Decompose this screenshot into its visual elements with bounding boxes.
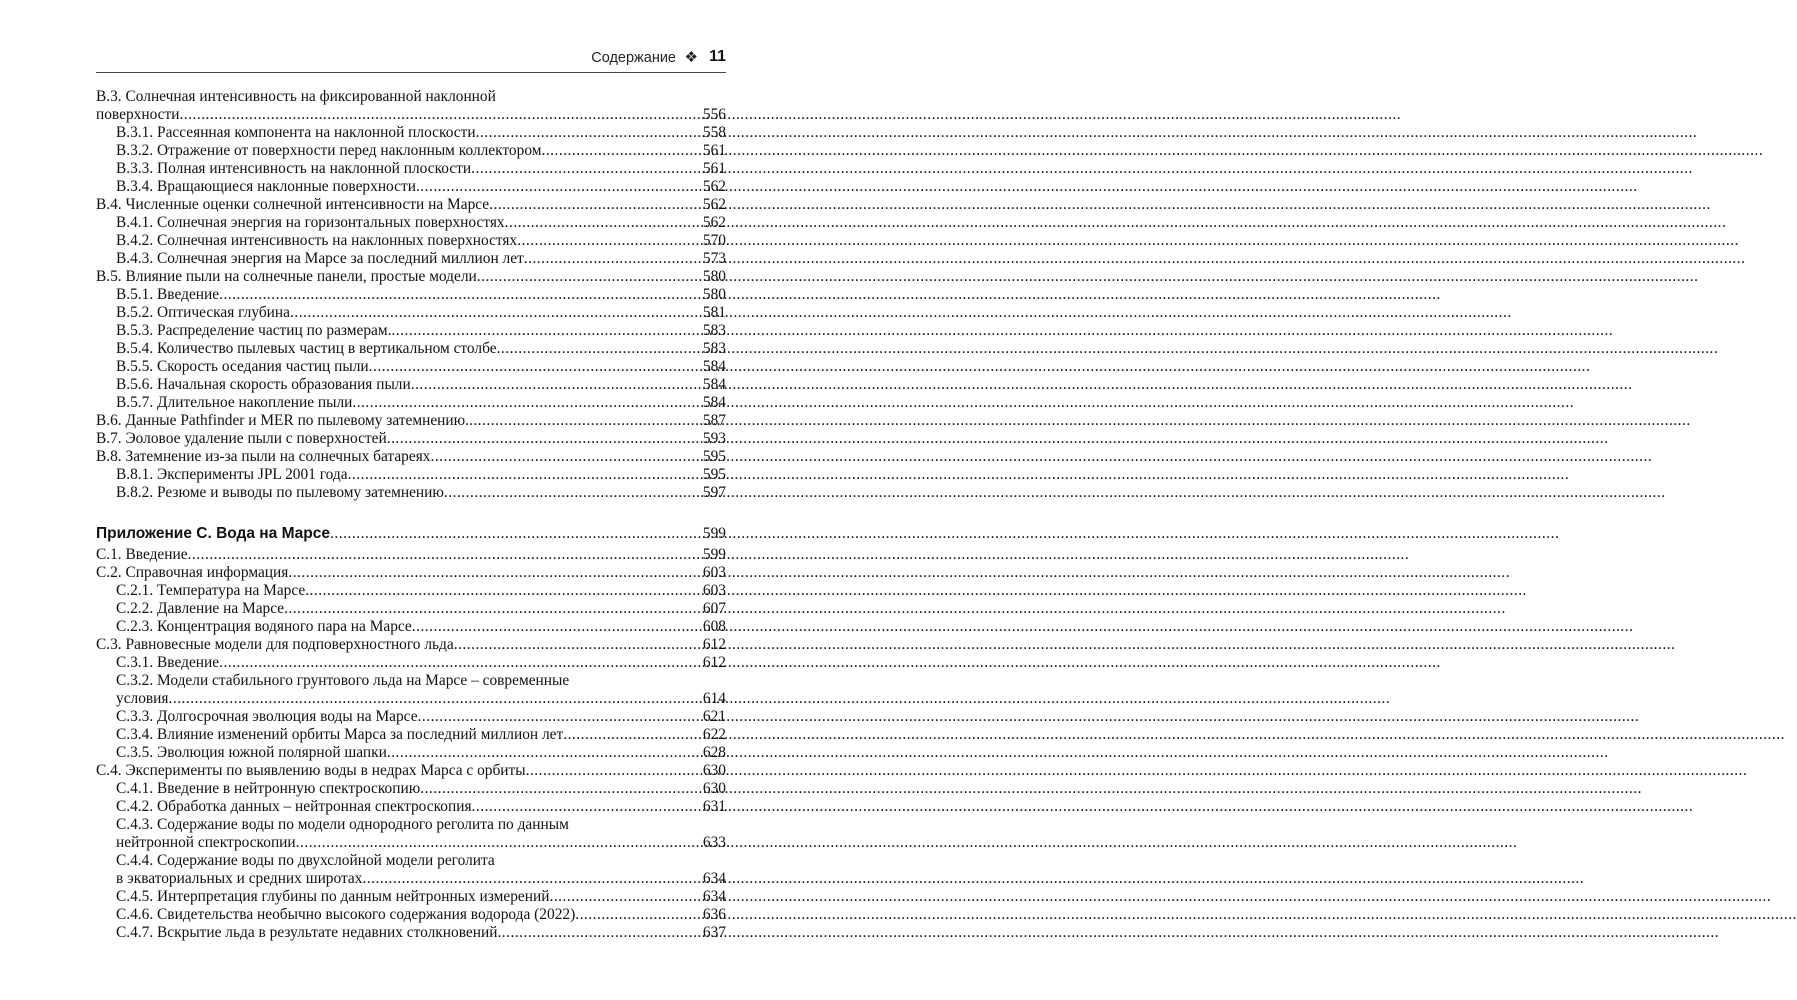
dot-leader	[369, 358, 702, 376]
toc-page-number: 595	[702, 448, 726, 465]
toc-entry-title: B.5.6. Начальная скорость образования пыли	[116, 376, 411, 393]
toc-entry-title: С.4.1. Введение в нейтронную спектроскопию	[116, 780, 421, 797]
toc-entry[interactable]	[96, 708, 726, 726]
toc-entry[interactable]	[96, 268, 726, 286]
toc-entry-title: С.3.1. Введение	[116, 654, 220, 671]
dot-leader	[411, 376, 702, 394]
toc-page-number: 583	[702, 340, 726, 357]
toc-entry[interactable]	[96, 906, 726, 924]
dot-leader	[391, 322, 701, 340]
toc-entry[interactable]	[96, 762, 726, 780]
dot-leader	[412, 618, 702, 636]
toc-page-number: 634	[702, 870, 726, 887]
toc-page-number: 580	[702, 286, 726, 303]
toc-entry-title: B.4. Численные оценки солнечной интенсивности на Марсе	[96, 196, 490, 213]
toc-entry[interactable]	[96, 322, 726, 340]
toc-entry-title: С.2.1. Температура на Марсе	[116, 582, 306, 599]
toc-entry[interactable]	[96, 394, 726, 412]
toc-entry-title: С.4.3. Содержание воды по модели однородного реголита по данным	[116, 816, 569, 833]
toc-entry[interactable]	[96, 834, 726, 852]
toc-entry[interactable]	[96, 618, 726, 636]
toc-page-number: 556	[702, 106, 726, 123]
toc-entry-title: B.5.1. Введение	[116, 286, 220, 303]
toc-entry[interactable]	[96, 304, 726, 322]
toc-page-number: 607	[702, 600, 726, 617]
toc-page-number: 562	[702, 196, 726, 213]
toc-page-number: 634	[702, 888, 726, 905]
toc-entry-title: С.4.6. Свидетельства необычно высокого содержания водорода (2022)	[116, 906, 576, 923]
dot-leader	[476, 124, 702, 142]
toc-entry-title: С.2.2. Давление на Марсе	[116, 600, 285, 617]
toc-page-number: 599	[702, 546, 726, 563]
toc-entry-title: С.2. Справочная информация	[96, 564, 289, 581]
table-of-contents	[96, 88, 726, 942]
toc-entry[interactable]	[96, 214, 726, 232]
dot-leader	[563, 726, 702, 744]
toc-entry-title: B.8.1. Эксперименты JPL 2001 года	[116, 466, 348, 483]
toc-page-number: 584	[702, 394, 726, 411]
toc-entry[interactable]	[96, 582, 726, 600]
toc-entry[interactable]	[96, 546, 726, 564]
dot-leader	[430, 448, 701, 466]
toc-entry-title: поверхности	[96, 106, 180, 123]
toc-entry-title: С.3. Равновесные модели для подповерхностного льда	[96, 636, 454, 653]
toc-entry-title: С.3.2. Модели стабильного грунтового льда на Марсе – современные	[116, 672, 570, 689]
toc-entry-title: B.5.3. Распределение частиц по размерам.	[116, 322, 392, 339]
toc-entry-title: B.4.3. Солнечная энергия на Марсе за последний миллион лет	[116, 250, 524, 267]
toc-entry[interactable]	[96, 142, 726, 160]
header-rule	[96, 72, 726, 73]
toc-page-number: 584	[702, 358, 726, 375]
toc-entry[interactable]	[96, 484, 726, 502]
toc-entry-title: B.3.1. Рассеянная компонента на наклонной плоскости	[116, 124, 476, 141]
header-page-number: 11	[709, 48, 726, 65]
toc-entry[interactable]	[96, 376, 726, 394]
toc-entry[interactable]	[96, 888, 726, 906]
toc-entry-title: С.1. Введение	[96, 546, 188, 563]
toc-page-number: 562	[702, 178, 726, 195]
toc-entry[interactable]	[96, 654, 726, 672]
dot-leader	[330, 522, 702, 546]
toc-entry-title: B.4.1. Солнечная энергия на горизонтальных поверхностях	[116, 214, 505, 231]
toc-page-number: 561	[702, 142, 726, 159]
toc-entry-title: С.4.2. Обработка данных – нейтронная спектроскопия	[116, 798, 472, 815]
toc-entry-title: B.4.2. Солнечная интенсивность на наклонных поверхностях	[116, 232, 518, 249]
dot-leader	[416, 178, 702, 196]
dot-leader	[444, 484, 702, 502]
toc-entry[interactable]	[96, 636, 726, 654]
toc-entry-title: в экваториальных и средних широтах	[116, 870, 363, 887]
toc-entry-title: B.5.7. Длительное накопление пыли	[116, 394, 353, 411]
dot-leader	[362, 870, 701, 888]
dot-leader	[188, 546, 702, 564]
dot-leader	[387, 430, 702, 448]
dot-leader	[489, 196, 702, 214]
toc-entry-title: С.4.7. Вскрытие льда в результате недавних столкновений	[116, 924, 498, 941]
dot-leader	[469, 412, 702, 430]
toc-page-number: 558	[702, 124, 726, 141]
dot-leader	[471, 160, 702, 178]
toc-entry[interactable]	[96, 358, 726, 376]
toc-entry-title: B.6. Данные Pathfinder и MER по пылевому затемнению.	[96, 412, 469, 429]
toc-entry[interactable]	[96, 340, 726, 358]
toc-page-number: 561	[702, 160, 726, 177]
toc-page-number: 570	[702, 232, 726, 249]
toc-page-number: 599	[702, 525, 726, 542]
dot-leader	[290, 304, 702, 322]
header-ornament-icon: ❖	[684, 48, 698, 66]
dot-leader	[541, 142, 701, 160]
toc-page-number: 621	[702, 708, 726, 725]
toc-page-number: 597	[702, 484, 726, 501]
toc-page-number: 628	[702, 744, 726, 761]
toc-entry-title: B.8. Затемнение из-за пыли на солнечных батареях	[96, 448, 431, 465]
dot-leader	[477, 268, 702, 286]
toc-page-number: 580	[702, 268, 726, 285]
toc-entry[interactable]	[96, 780, 726, 798]
toc-page-number: 630	[702, 780, 726, 797]
toc-entry[interactable]	[96, 690, 726, 708]
toc-entry[interactable]	[96, 250, 726, 268]
dot-leader	[549, 888, 701, 906]
toc-page-number: 562	[702, 214, 726, 231]
toc-page-number: 630	[702, 762, 726, 779]
toc-entry[interactable]	[96, 286, 726, 304]
toc-entry-title: С.3.3. Долгосрочная эволюция воды на Марсе	[116, 708, 418, 725]
toc-entry-title: B.3.4. Вращающиеся наклонные поверхности	[116, 178, 416, 195]
toc-entry-title: Приложение С. Вода на Марсе	[96, 525, 331, 542]
toc-page-number: 631	[702, 798, 726, 815]
dot-leader	[517, 232, 702, 250]
header-section-title: Содержание	[591, 50, 676, 66]
toc-page-number: 573	[702, 250, 726, 267]
toc-entry[interactable]	[96, 412, 726, 430]
toc-entry[interactable]	[96, 870, 726, 888]
dot-leader	[305, 582, 702, 600]
toc-entry-title: С.3.4. Влияние изменений орбиты Марса за последний миллион лет	[116, 726, 564, 743]
toc-entry[interactable]	[96, 744, 726, 762]
toc-entry[interactable]	[96, 564, 726, 582]
toc-entry-title: С.4.5. Интерпретация глубины по данным нейтронных измерений	[116, 888, 550, 905]
toc-entry-title: B.3.3. Полная интенсивность на наклонной плоскости	[116, 160, 472, 177]
toc-page-number: 584	[702, 376, 726, 393]
toc-entry[interactable]	[96, 726, 726, 744]
dot-leader	[348, 466, 702, 484]
dot-leader	[575, 906, 702, 924]
dot-leader	[288, 564, 702, 582]
toc-page-number: 612	[702, 636, 726, 653]
toc-page-number: 583	[702, 322, 726, 339]
toc-page-number: 603	[702, 564, 726, 581]
toc-entry-title: B.8.2. Резюме и выводы по пылевому затемнению	[116, 484, 444, 501]
toc-page-number: 608	[702, 618, 726, 635]
dot-leader	[219, 654, 702, 672]
toc-entry-title: B.3. Солнечная интенсивность на фиксированной наклонной	[96, 88, 496, 105]
dot-leader	[497, 924, 701, 942]
book-page	[0, 0, 800, 1000]
toc-page-number: 633	[702, 834, 726, 851]
toc-entry[interactable]	[96, 798, 726, 816]
toc-entry[interactable]	[96, 448, 726, 466]
toc-entry-title: С.4. Эксперименты по выявлению воды в недрах Марса с орбиты	[96, 762, 526, 779]
dot-leader	[179, 106, 701, 124]
dot-leader	[296, 834, 702, 852]
dot-leader	[472, 798, 702, 816]
toc-page-number: 622	[702, 726, 726, 743]
toc-entry[interactable]	[96, 196, 726, 214]
toc-page-number: 612	[702, 654, 726, 671]
dot-leader	[418, 708, 702, 726]
dot-leader	[387, 744, 702, 762]
toc-entry-title: B.5.4. Количество пылевых частиц в вертикальном столбе	[116, 340, 497, 357]
running-header	[96, 48, 726, 70]
toc-entry[interactable]	[96, 160, 726, 178]
toc-entry[interactable]	[96, 466, 726, 484]
toc-entry[interactable]	[96, 106, 726, 124]
dot-leader	[454, 636, 702, 654]
toc-entry[interactable]	[96, 124, 726, 142]
toc-entry-title: нейтронной спектроскопии	[116, 834, 296, 851]
dot-leader	[524, 250, 702, 268]
toc-entry[interactable]	[96, 600, 726, 618]
toc-entry-title: B.5.2. Оптическая глубина	[116, 304, 290, 321]
toc-entry-title: B.5. Влияние пыли на солнечные панели, простые модели	[96, 268, 477, 285]
section-spacer	[96, 502, 726, 522]
dot-leader	[219, 286, 702, 304]
dot-leader	[420, 780, 702, 798]
toc-page-number: 593	[702, 430, 726, 447]
toc-entry-title: условия	[116, 690, 169, 707]
dot-leader	[284, 600, 702, 618]
dot-leader	[526, 762, 702, 780]
toc-page-number: 595	[702, 466, 726, 483]
dot-leader	[497, 340, 702, 358]
toc-entry[interactable]	[96, 924, 726, 942]
toc-entry-title: B.3.2. Отражение от поверхности перед наклонным коллектором	[116, 142, 542, 159]
dot-leader	[505, 214, 702, 232]
dot-leader	[352, 394, 702, 412]
toc-appendix-heading[interactable]	[96, 522, 726, 546]
toc-entry-title: С.2.3. Концентрация водяного пара на Марсе	[116, 618, 412, 635]
toc-entry[interactable]	[96, 178, 726, 196]
toc-entry-title: B.7. Эоловое удаление пыли с поверхностей	[96, 430, 387, 447]
toc-entry-title: С.3.5. Эволюция южной полярной шапки	[116, 744, 387, 761]
toc-entry[interactable]	[96, 430, 726, 448]
toc-page-number: 636	[702, 906, 726, 923]
toc-page-number: 614	[702, 690, 726, 707]
toc-page-number: 637	[702, 924, 726, 941]
toc-entry[interactable]	[96, 232, 726, 250]
toc-page-number: 581	[702, 304, 726, 321]
toc-entry-title: B.5.5. Скорость оседания частиц пыли	[116, 358, 369, 375]
dot-leader	[169, 690, 702, 708]
toc-entry-title: С.4.4. Содержание воды по двухслойной модели реголита	[116, 852, 495, 869]
toc-page-number: 587	[702, 412, 726, 429]
toc-page-number: 603	[702, 582, 726, 599]
